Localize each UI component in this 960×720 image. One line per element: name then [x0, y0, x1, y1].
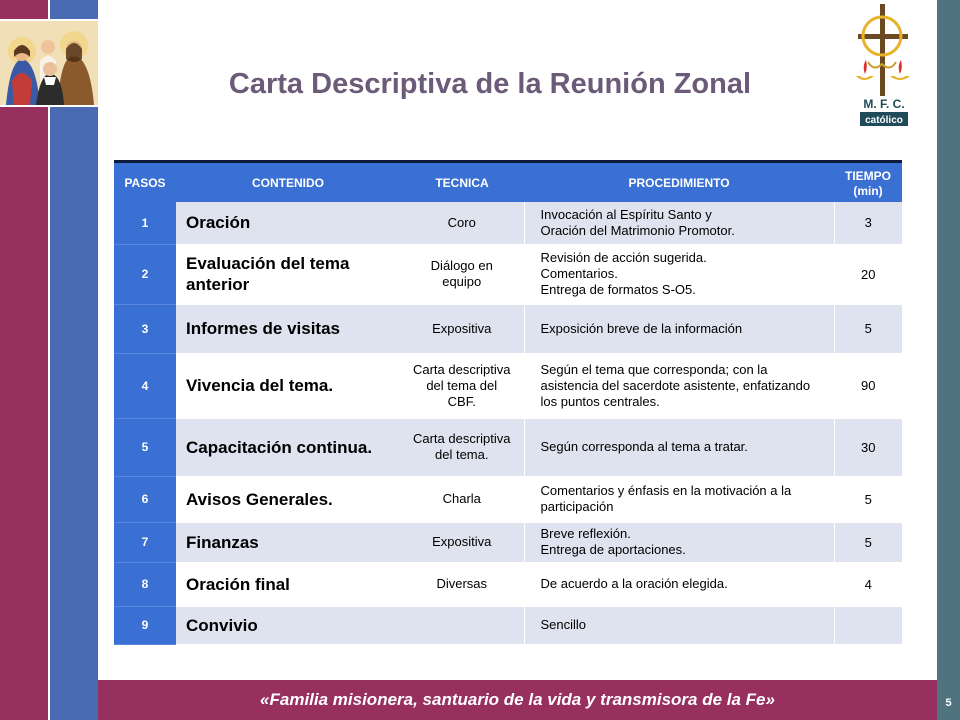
logo-sub-text: católico: [865, 115, 903, 126]
row-tecnica: Expositiva: [400, 522, 524, 562]
row-procedimiento: Revisión de acción sugerida. Comentarios. Entrega de formatos S-O5.: [524, 244, 834, 304]
page-title: Carta Descriptiva de la Reunión Zonal: [228, 68, 752, 100]
row-procedimiento: Invocación al Espíritu Santo y Oración del Matrimonio Promotor.: [524, 202, 834, 244]
row-step: 9: [114, 606, 176, 644]
header-tecnica: TECNICA: [400, 162, 524, 203]
row-tiempo: 4: [834, 562, 902, 606]
row-content: Oración: [176, 202, 400, 244]
row-procedimiento: Según el tema que corresponda; con la asistencia del sacerdote asistente, enfatizando los puntos centrales.: [524, 353, 834, 418]
table-row: [114, 562, 902, 606]
row-tecnica: Charla: [400, 476, 524, 522]
row-tecnica: Expositiva: [400, 304, 524, 353]
top-rule: [0, 19, 98, 21]
row-tiempo: 3: [834, 202, 902, 244]
table-row: [114, 522, 902, 562]
left-divider-line: [48, 0, 50, 720]
content-divider-line: [98, 0, 100, 720]
row-tiempo: 5: [834, 304, 902, 353]
row-procedimiento: Según corresponda al tema a tratar.: [524, 418, 834, 476]
image-bottom-rule: [0, 105, 98, 107]
row-content: Convivio: [176, 606, 400, 644]
row-tecnica: [400, 606, 524, 644]
left-blue-bar: [48, 0, 98, 720]
left-purple-bar: [0, 0, 48, 720]
row-procedimiento: Exposición breve de la información: [524, 304, 834, 353]
header-pasos: PASOS: [114, 162, 176, 203]
row-tiempo: [834, 606, 902, 644]
row-content: Informes de visitas: [176, 304, 400, 353]
table-row: [114, 202, 902, 244]
row-tiempo: 20: [834, 244, 902, 304]
header-tiempo: TIEMPO (min): [834, 162, 902, 203]
row-procedimiento: Sencillo: [524, 606, 834, 644]
row-content: Oración final: [176, 562, 400, 606]
row-step: 2: [114, 244, 176, 304]
row-procedimiento: De acuerdo a la oración elegida.: [524, 562, 834, 606]
row-tecnica: Carta descriptiva del tema.: [400, 418, 524, 476]
row-tiempo: 5: [834, 522, 902, 562]
row-tiempo: 5: [834, 476, 902, 522]
header-contenido: CONTENIDO: [176, 162, 400, 203]
row-tecnica: Diálogo en equipo: [400, 244, 524, 304]
row-step: 4: [114, 353, 176, 418]
row-content: Avisos Generales.: [176, 476, 400, 522]
right-bar: [937, 0, 960, 720]
row-step: 7: [114, 522, 176, 562]
row-tecnica: Coro: [400, 202, 524, 244]
table-row: [114, 606, 902, 644]
mfc-logo: [850, 0, 938, 135]
row-content: Vivencia del tema.: [176, 353, 400, 418]
table-row: [114, 353, 902, 418]
table-header-row: [114, 162, 902, 203]
logo-main-text: M. F. C.: [863, 97, 905, 111]
page-number: 5: [945, 697, 952, 709]
row-tiempo: 30: [834, 418, 902, 476]
row-tecnica: Carta descriptiva del tema del CBF.: [400, 353, 524, 418]
row-step: 5: [114, 418, 176, 476]
row-step: 1: [114, 202, 176, 244]
row-content: Evaluación del tema anterior: [176, 244, 400, 304]
table-row: [114, 244, 902, 304]
row-tiempo: 90: [834, 353, 902, 418]
row-procedimiento: Breve reflexión. Entrega de aportaciones.: [524, 522, 834, 562]
row-procedimiento: Comentarios y énfasis en la motivación a la participación: [524, 476, 834, 522]
holy-family-image: [0, 21, 98, 105]
footer-motto: «Familia misionera, santuario de la vida y transmisora de la Fe»: [98, 680, 937, 720]
row-tecnica: Diversas: [400, 562, 524, 606]
table-row: [114, 418, 902, 476]
table-row: [114, 476, 902, 522]
table-row: [114, 304, 902, 353]
header-procedimiento: PROCEDIMIENTO: [524, 162, 834, 203]
row-step: 6: [114, 476, 176, 522]
agenda-table: [114, 160, 902, 645]
row-content: Capacitación continua.: [176, 418, 400, 476]
row-step: 8: [114, 562, 176, 606]
row-step: 3: [114, 304, 176, 353]
row-content: Finanzas: [176, 522, 400, 562]
